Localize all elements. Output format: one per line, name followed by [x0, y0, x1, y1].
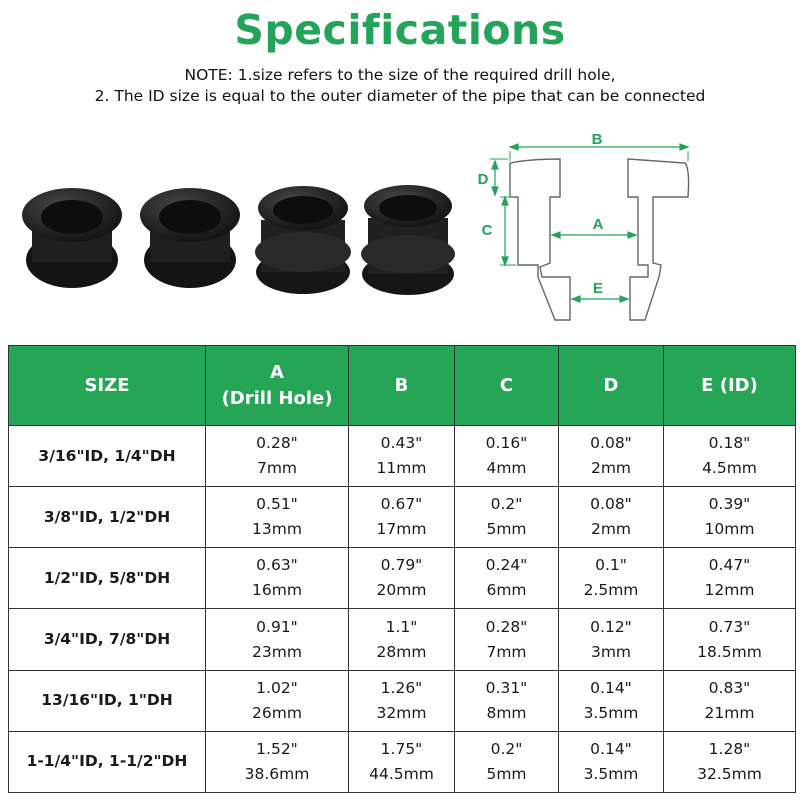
cell-a [206, 609, 349, 670]
cell-e [664, 609, 796, 670]
value-inch: 1.75" [380, 739, 423, 758]
value-mm: 7mm [256, 459, 298, 478]
value-inch: 0.28" [485, 617, 528, 636]
header-d: D [559, 346, 664, 426]
cell-d [559, 548, 664, 609]
value-inch: 0.73" [708, 617, 751, 636]
label-e: E [592, 280, 604, 297]
cell-b [349, 426, 455, 487]
value-mm: 8mm [486, 703, 527, 722]
cell-b [349, 487, 455, 548]
value-inch: 0.14" [590, 739, 632, 758]
cell-d [559, 487, 664, 548]
spec-table [8, 345, 796, 793]
cell-e [664, 731, 796, 792]
value-mm: 32mm [376, 703, 427, 722]
value-inch: 0.14" [590, 678, 632, 697]
cell-e [664, 426, 796, 487]
cell-b [349, 731, 455, 792]
value-mm: 20mm [376, 581, 427, 600]
cell-d [559, 609, 664, 670]
value-mm: 4.5mm [702, 459, 757, 478]
value-inch: 0.67" [380, 495, 423, 514]
cell-size: 3/16"ID, 1/4"DH [9, 426, 206, 487]
grommet-3 [255, 186, 351, 294]
value-mm: 17mm [376, 520, 427, 539]
table-row [9, 670, 796, 731]
grommets-photo [15, 180, 455, 300]
value-inch: 0.2" [490, 495, 523, 514]
cell-a [206, 548, 349, 609]
value-inch: 0.91" [256, 617, 298, 636]
cell-c [455, 487, 559, 548]
cell-b [349, 670, 455, 731]
value-inch: 0.79" [380, 556, 423, 575]
cell-b [349, 609, 455, 670]
value-inch: 1.02" [256, 678, 298, 697]
cell-e [664, 487, 796, 548]
table-row [9, 426, 796, 487]
value-mm: 44.5mm [369, 764, 434, 783]
grommet-2 [140, 188, 240, 288]
header-e: E (ID) [664, 346, 796, 426]
cell-a [206, 731, 349, 792]
value-mm: 28mm [376, 642, 427, 661]
value-mm: 3.5mm [583, 764, 639, 783]
grommet-4 [361, 185, 455, 295]
cell-size: 3/4"ID, 7/8"DH [9, 609, 206, 670]
value-mm: 12mm [704, 581, 755, 600]
grommet-1 [22, 188, 122, 288]
cell-b [349, 548, 455, 609]
value-mm: 23mm [252, 642, 302, 661]
value-inch: 0.47" [708, 556, 751, 575]
value-inch: 0.39" [708, 495, 751, 514]
value-inch: 0.16" [485, 434, 528, 453]
value-inch: 0.2" [490, 739, 523, 758]
cell-c [455, 426, 559, 487]
value-inch: 0.63" [256, 556, 298, 575]
value-inch: 0.1" [595, 556, 627, 575]
cell-size: 3/8"ID, 1/2"DH [9, 487, 206, 548]
value-mm: 32.5mm [697, 764, 762, 783]
value-inch: 0.24" [485, 556, 528, 575]
header-c: C [455, 346, 559, 426]
value-mm: 5mm [486, 520, 527, 539]
label-c: C [481, 222, 493, 239]
value-inch: 0.51" [256, 495, 298, 514]
value-inch: 0.08" [590, 495, 632, 514]
value-mm: 2mm [590, 520, 632, 539]
note-line-1: NOTE: 1.size refers to the size of the required drill hole, [184, 66, 616, 84]
value-mm: 38.6mm [244, 764, 310, 783]
cell-d [559, 426, 664, 487]
value-mm: 3mm [590, 642, 632, 661]
cell-c [455, 609, 559, 670]
value-inch: 1.52" [256, 739, 298, 758]
value-mm: 16mm [252, 581, 302, 600]
value-mm: 2mm [590, 459, 632, 478]
cell-e [664, 670, 796, 731]
value-inch: 0.18" [708, 434, 751, 453]
value-mm: 18.5mm [697, 642, 762, 661]
value-mm: 6mm [486, 581, 527, 600]
cell-size: 1-1/4"ID, 1-1/2"DH [9, 731, 206, 792]
cell-size: 13/16"ID, 1"DH [9, 670, 206, 731]
value-inch: 1.26" [380, 678, 423, 697]
value-inch: 0.83" [708, 678, 751, 697]
value-mm: 13mm [252, 520, 302, 539]
cell-e [664, 548, 796, 609]
cell-c [455, 731, 559, 792]
cell-c [455, 670, 559, 731]
value-inch: 0.08" [590, 434, 632, 453]
cell-a [206, 426, 349, 487]
value-mm: 11mm [376, 459, 427, 478]
value-mm: 10mm [704, 520, 755, 539]
table-row [9, 548, 796, 609]
value-mm: 7mm [486, 642, 527, 661]
cell-a [206, 487, 349, 548]
header-a-line1: A [270, 361, 284, 383]
value-mm: 2.5mm [583, 581, 639, 600]
value-inch: 1.1" [385, 617, 418, 636]
cell-d [559, 670, 664, 731]
cell-a [206, 670, 349, 731]
cross-section-right [628, 159, 689, 320]
cell-c [455, 548, 559, 609]
table-header-row [9, 346, 796, 426]
label-a: A [592, 216, 604, 233]
header-a-line2: (Drill Hole) [221, 387, 333, 409]
value-inch: 0.31" [485, 678, 528, 697]
value-inch: 1.28" [708, 739, 751, 758]
value-inch: 0.28" [256, 434, 298, 453]
header-size: SIZE [9, 346, 206, 426]
value-mm: 26mm [252, 703, 302, 722]
table-row [9, 609, 796, 670]
label-b: B [591, 131, 603, 148]
dimension-diagram [470, 125, 700, 330]
value-inch: 0.12" [590, 617, 632, 636]
value-mm: 21mm [704, 703, 755, 722]
table-row [9, 731, 796, 792]
label-d: D [477, 171, 489, 188]
cross-section-left [510, 159, 570, 320]
header-b: B [349, 346, 455, 426]
page-title: Specifications [234, 6, 566, 54]
value-mm: 3.5mm [583, 703, 639, 722]
value-inch: 0.43" [380, 434, 423, 453]
header-a [206, 346, 349, 426]
value-mm: 5mm [486, 764, 527, 783]
table-row [9, 487, 796, 548]
value-mm: 4mm [486, 459, 527, 478]
cell-size: 1/2"ID, 5/8"DH [9, 548, 206, 609]
cell-d [559, 731, 664, 792]
note-line-2: 2. The ID size is equal to the outer diameter of the pipe that can be connected [94, 87, 706, 105]
